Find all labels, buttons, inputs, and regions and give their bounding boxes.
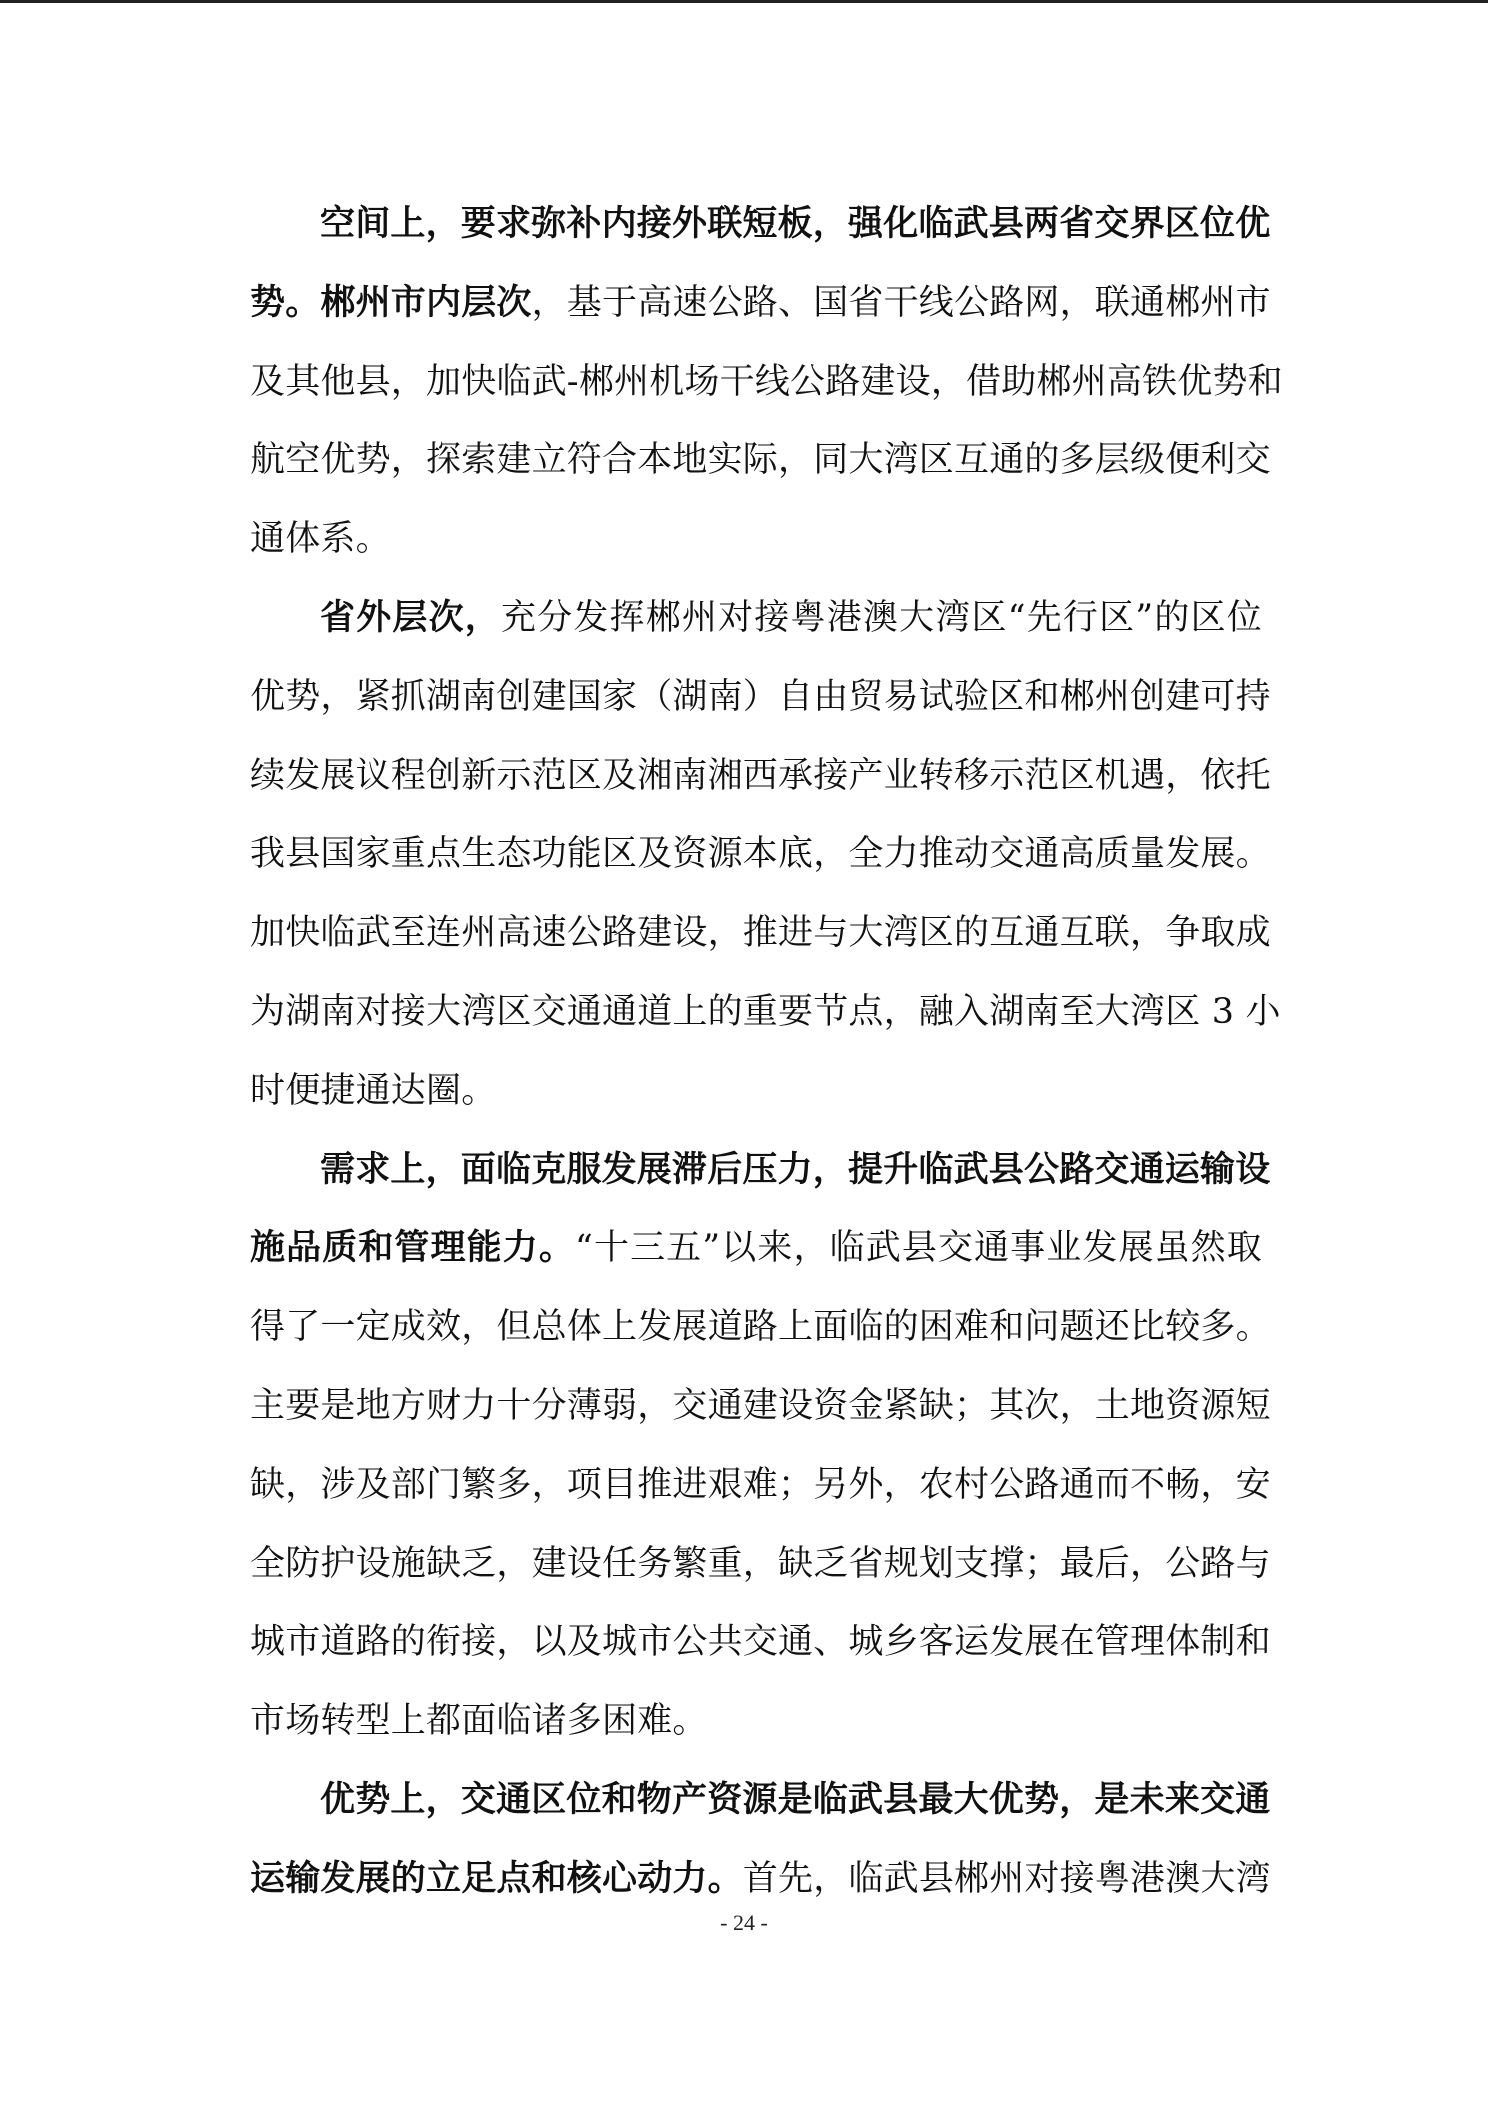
- text-line: [250, 815, 1271, 894]
- text-run: 加快临武至连州高速公路建设，推进与大湾区的互通互联，争取成: [250, 913, 1271, 954]
- text-run: 城市道路的衔接，以及城市公共交通、城乡客运发展在管理体制和: [250, 1622, 1271, 1663]
- paragraph: [250, 185, 1283, 579]
- text-line: [250, 264, 1271, 343]
- text-line: [250, 579, 1262, 658]
- text-line: [250, 421, 1271, 500]
- text-run: 续发展议程创新示范区及湘南湘西承接产业转移示范区机遇，依托: [250, 755, 1271, 796]
- page-number: - 24 -: [720, 1910, 768, 1935]
- text-line: [250, 737, 1271, 816]
- text-run: “十三五”以来，临武县交通事业发展虽然取: [574, 1228, 1262, 1269]
- text-line: [250, 1525, 1271, 1604]
- text-line: [250, 894, 1271, 973]
- page-top-edge: [0, 0, 1488, 3]
- bold-text-run: 势。郴州市内层次: [250, 281, 532, 323]
- text-run: 全防护设施缺乏，建设任务繁重，缺乏省规划支撑；最后，公路与: [250, 1543, 1271, 1584]
- text-line: [250, 1682, 1262, 1761]
- text-line: [250, 1288, 1271, 1367]
- bold-text-run: 运输发展的立足点和核心动力。: [250, 1857, 743, 1899]
- paragraph: [250, 1131, 1271, 1761]
- text-run: 充分发挥郴州对接粤港澳大湾区“先行区”的区位: [500, 597, 1262, 638]
- bold-text-run: 空间上，要求弥补内接外联短板，强化临武县两省交界区位优: [320, 203, 1271, 244]
- text-line: [250, 500, 1262, 579]
- text-line: [250, 1603, 1271, 1682]
- text-line: [250, 1209, 1262, 1288]
- text-run: 航空优势，探索建立符合本地实际，同大湾区互通的多层级便利交: [250, 440, 1271, 481]
- text-run: 为湖南对接大湾区交通通道上的重要节点，融入湖南至大湾区 3 小: [250, 991, 1281, 1032]
- text-line: [250, 343, 1283, 422]
- text-run: 首先，临武县郴州对接粤港澳大湾: [742, 1858, 1271, 1899]
- text-run: 通体系。: [250, 519, 391, 560]
- document-body: [250, 185, 1283, 1919]
- text-run: 及其他县，加快临武-郴州机场干线公路建设，借助郴州高铁优势和: [250, 361, 1283, 402]
- text-line: [250, 1840, 1271, 1919]
- text-line: [250, 1446, 1271, 1525]
- text-line: [250, 1761, 1271, 1840]
- text-run: 我县国家重点生态功能区及资源本底，全力推动交通高质量发展。: [250, 834, 1271, 875]
- bold-text-run: 省外层次，: [320, 596, 501, 638]
- text-run: 优势，紧抓湖南创建国家（湖南）自由贸易试验区和郴州创建可持: [250, 676, 1271, 717]
- bold-text-run: 优势上，交通区位和物产资源是临武县最大优势，是未来交通: [320, 1778, 1271, 1820]
- text-run: ，基于高速公路、国省干线公路网，联通郴州市: [531, 282, 1271, 323]
- text-run: 得了一定成效，但总体上发展道路上面临的困难和问题还比较多。: [250, 1307, 1271, 1348]
- text-run: 市场转型上都面临诸多困难。: [250, 1701, 708, 1742]
- text-run: 时便捷通达圈。: [250, 1070, 497, 1111]
- text-run: 缺，涉及部门繁多，项目推进艰难；另外，农村公路通而不畅，安: [250, 1464, 1271, 1505]
- bold-text-run: 施品质和管理能力。: [250, 1227, 575, 1269]
- paragraph: [250, 1761, 1271, 1919]
- paragraph: [250, 579, 1281, 1131]
- text-line: [250, 185, 1271, 264]
- text-run: 主要是地方财力十分薄弱，交通建设资金紧缺；其次，土地资源短: [250, 1385, 1271, 1426]
- text-line: [250, 1052, 1262, 1131]
- bold-text-run: 需求上，面临克服发展滞后压力，提升临武县公路交通运输设: [320, 1148, 1271, 1190]
- text-line: [250, 1131, 1271, 1210]
- text-line: [250, 658, 1271, 737]
- text-line: [250, 973, 1281, 1052]
- text-line: [250, 1367, 1271, 1446]
